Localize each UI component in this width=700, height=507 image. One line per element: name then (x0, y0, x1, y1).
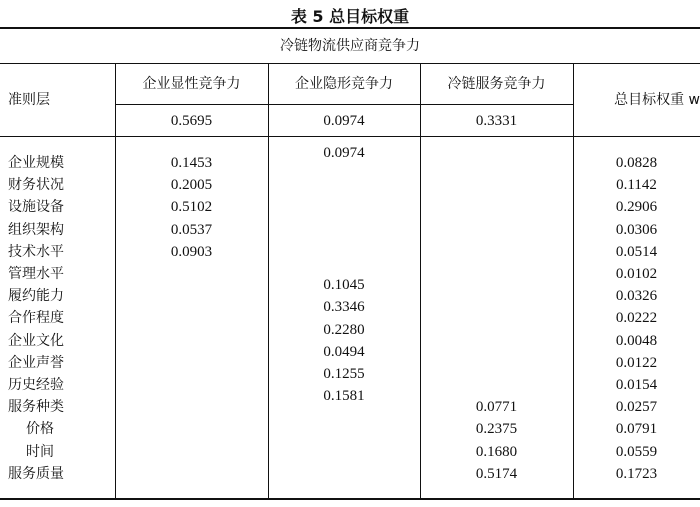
header-bottom-rule (0, 136, 700, 137)
top-rule (0, 27, 700, 29)
explicit-value: 0.0903 (170, 243, 213, 260)
row-label: 技术水平 (8, 243, 64, 260)
row-label: 服务质量 (8, 465, 64, 482)
implicit-value: 0.2280 (323, 321, 365, 338)
column-header-service: 冷链服务竞争力 (447, 76, 546, 92)
group-header: 冷链物流供应商竞争力 (280, 38, 420, 54)
column-header-implicit: 企业隐形竞争力 (295, 76, 393, 92)
total-weight-value: 0.0559 (615, 443, 658, 460)
total-weight-value: 0.0326 (615, 288, 658, 305)
column-weight-explicit: 0.5695 (170, 113, 213, 129)
row-label: 企业规模 (8, 155, 64, 171)
row-label: 合作程度 (8, 310, 64, 327)
total-weight-value: 0.0222 (615, 310, 658, 327)
total-weight-value: 0.2906 (615, 199, 658, 216)
explicit-value: 0.2005 (170, 177, 213, 194)
implicit-value: 0.1255 (323, 366, 365, 382)
total-weight-value: 0.0791 (615, 421, 658, 438)
total-weight-value: 0.1723 (615, 465, 658, 482)
service-value: 0.2375 (475, 421, 518, 438)
total-weight-value: 0.0257 (615, 399, 658, 416)
row-label: 价格 (26, 421, 54, 438)
criteria-header: 准则层 (8, 92, 50, 108)
service-value: 0.1680 (475, 443, 518, 460)
explicit-value: 0.0537 (170, 221, 213, 238)
row-label: 时间 (26, 443, 54, 460)
total-weight-value: 0.0048 (615, 332, 658, 349)
column-header-total: 总目标权重 w (614, 92, 700, 108)
total-weight-value: 0.0828 (615, 155, 658, 171)
bottom-rule (0, 498, 700, 500)
total-weight-value: 0.0514 (615, 243, 658, 260)
group-header-rule (0, 63, 700, 64)
column-weight-service: 0.3331 (475, 113, 518, 129)
total-weight-value: 0.0306 (615, 221, 658, 238)
total-weight-value: 0.0102 (615, 266, 658, 282)
row-label: 组织架构 (8, 221, 64, 238)
explicit-value: 0.1453 (170, 155, 213, 171)
implicit-value: 0.3346 (323, 299, 365, 316)
implicit-value: 0.1045 (323, 277, 365, 294)
row-label: 服务种类 (8, 399, 64, 416)
row-label: 企业声誉 (8, 354, 64, 371)
row-label: 履约能力 (8, 288, 64, 305)
implicit-value: 0.1581 (323, 388, 365, 405)
table-title: 表 5 总目标权重 (290, 7, 410, 26)
total-weight-value: 0.1142 (616, 177, 657, 194)
row-label: 设施设备 (8, 199, 64, 216)
column-header-explicit: 企业显性竞争力 (142, 76, 241, 92)
total-weight-value: 0.0122 (615, 354, 658, 371)
explicit-value: 0.5102 (170, 199, 213, 216)
implicit-value: 0.0494 (323, 343, 365, 360)
row-label: 企业文化 (8, 332, 64, 349)
implicit-value: 0.0974 (323, 145, 365, 161)
row-label: 管理水平 (8, 266, 64, 282)
row-label: 历史经验 (8, 377, 64, 393)
row-label: 财务状况 (8, 177, 64, 194)
column-header-rule (115, 104, 573, 105)
service-value: 0.0771 (475, 399, 518, 416)
service-value: 0.5174 (475, 465, 518, 482)
total-weight-value: 0.0154 (615, 377, 658, 393)
column-weight-implicit: 0.0974 (323, 113, 365, 129)
